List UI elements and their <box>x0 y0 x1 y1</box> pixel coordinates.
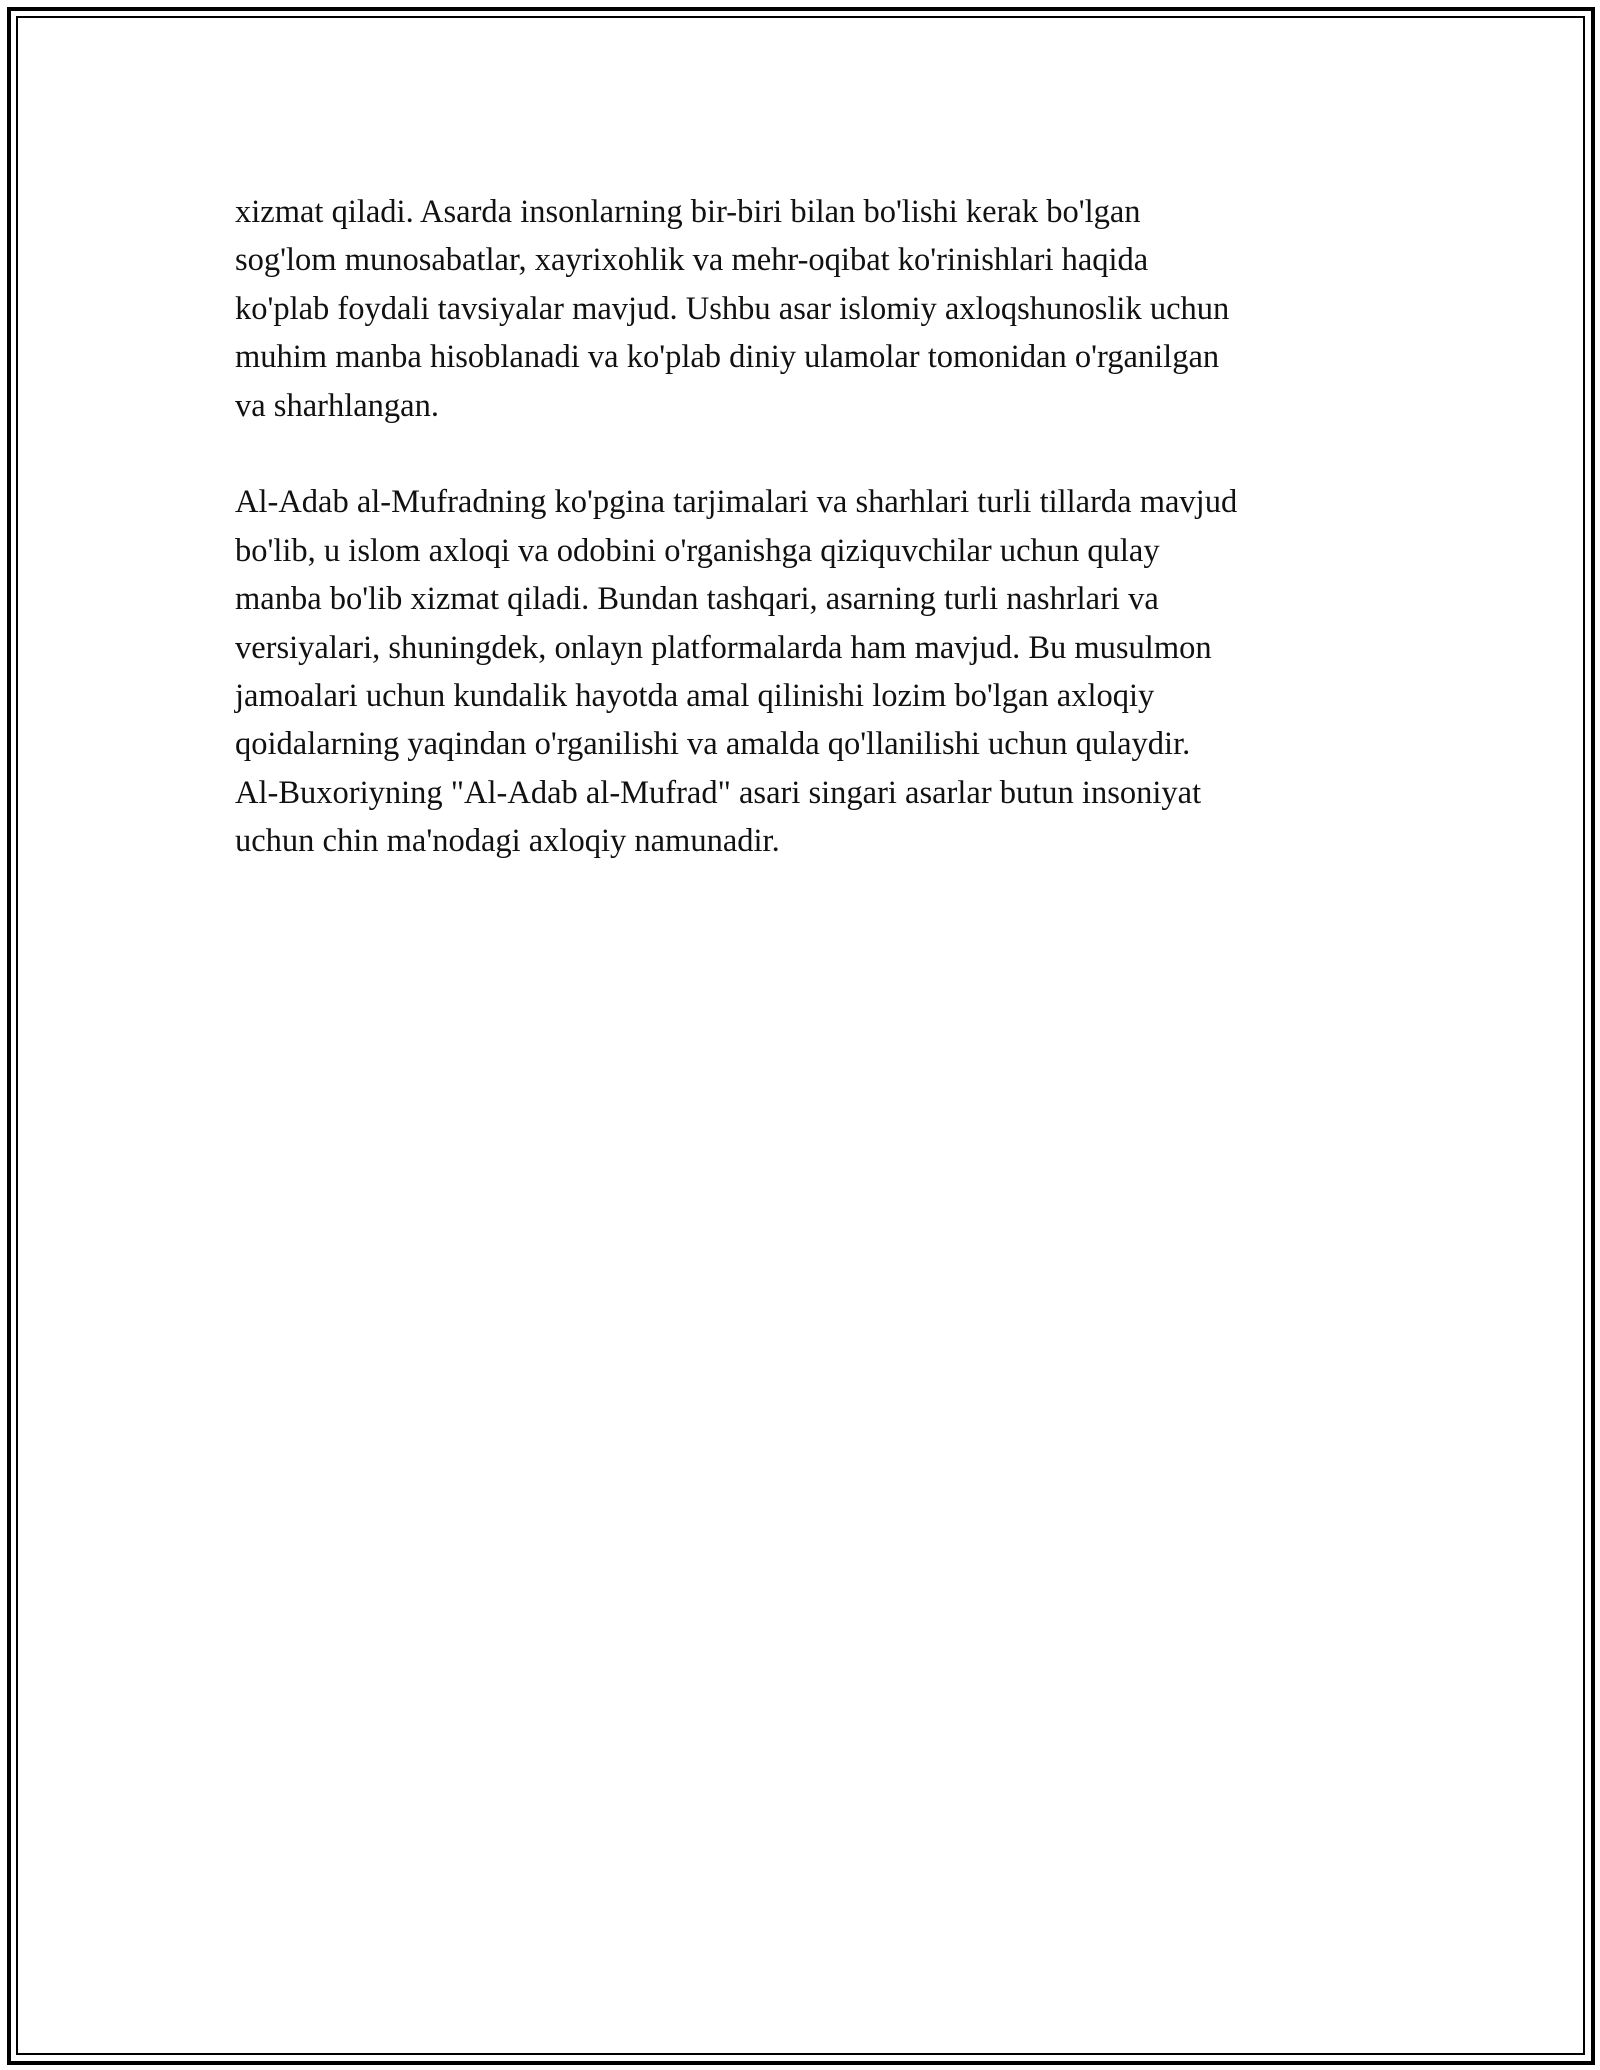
paragraph-line: uchun chin ma'nodagi axloqiy namunadir. <box>235 823 780 860</box>
paragraph-line: muhim manba hisoblanadi va ko'plab diniy ulamolar tomonidan o'rganilgan <box>235 339 1220 376</box>
paragraph-line: ko'plab foydali tavsiyalar mavjud. Ushbu asar islomiy axloqshunoslik uchun <box>235 290 1230 327</box>
paragraph-2 <box>235 478 1375 865</box>
paragraph-line: Al-Buxoriyning "Al-Adab al-Mufrad" asari singari asarlar butun insoniyat <box>235 774 1202 811</box>
paragraph-line: Al-Adab al-Mufradning ko'pgina tarjimalari va sharhlari turli tillarda mavjud <box>235 484 1238 521</box>
paragraph-line: bo'lib, u islom axloqi va odobini o'rganishga qiziquvchilar uchun qulay <box>235 532 1160 569</box>
paragraph-spacer <box>235 430 1375 478</box>
paragraph-line: va sharhlangan. <box>235 387 439 424</box>
paragraph-1 <box>235 188 1375 430</box>
paragraph-line: sog'lom munosabatlar, xayrixohlik va mehr-oqibat ko'rinishlari haqida <box>235 242 1149 279</box>
paragraph-line: jamoalari uchun kundalik hayotda amal qilinishi lozim bo'lgan axloqiy <box>235 678 1155 715</box>
paragraph-line: versiyalari, shuningdek, onlayn platformalarda ham mavjud. Bu musulmon <box>235 629 1212 666</box>
paragraph-line: manba bo'lib xizmat qiladi. Bundan tashqari, asarning turli nashrlari va <box>235 581 1159 618</box>
document-body <box>235 188 1375 866</box>
paragraph-line: qoidalarning yaqindan o'rganilishi va amalda qo'llanilishi uchun qulaydir. <box>235 726 1191 763</box>
paragraph-line: xizmat qiladi. Asarda insonlarning bir-biri bilan bo'lishi kerak bo'lgan <box>235 194 1141 230</box>
